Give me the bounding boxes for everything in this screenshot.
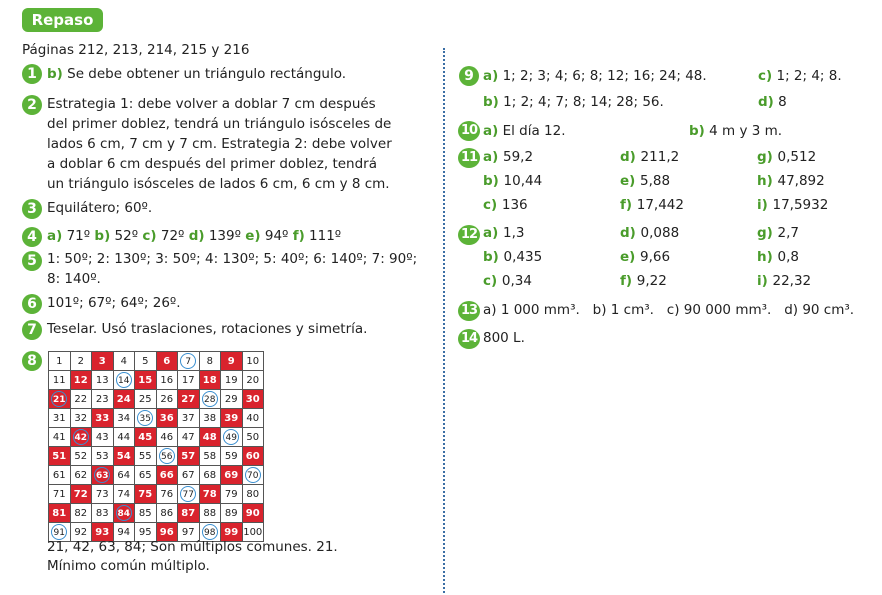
hundred-cell: 53 <box>92 447 114 466</box>
hundred-cell: 14 <box>113 371 135 390</box>
hundred-cell: 3 <box>92 352 114 371</box>
answer-2: Estrategia 1: debe volver a doblar 7 cm después del primer doblez, tendrá un triángulo isósceles de lados 6 cm, 7 cm y 7 cm. Estrategia 2: debe volver a doblar 6 cm después del primer doblez, tendrá un triángulo isósceles de lados 6 cm, 6 cm y 8 cm. <box>47 96 392 192</box>
hundred-cell: 1 <box>49 352 71 371</box>
answer-text: 111º <box>304 228 342 244</box>
hundred-cell: 65 <box>135 466 157 485</box>
answer-item <box>620 171 670 191</box>
hundred-cell: 6 <box>156 352 178 371</box>
hundred-cell: 67 <box>178 466 200 485</box>
section-badge: Repaso <box>22 8 103 32</box>
hundred-cell: 95 <box>135 523 157 542</box>
answer-text: 0,8 <box>777 249 799 265</box>
hundred-cell: 25 <box>135 390 157 409</box>
question-number-8: 8 <box>22 351 42 371</box>
answer-text: 1,3 <box>502 225 525 241</box>
answer-letter: c) <box>483 197 502 213</box>
answer-9b <box>483 92 664 112</box>
answer-letter: a) <box>483 225 503 241</box>
answer-text: 17,442 <box>636 197 684 213</box>
answer-text: 94º <box>260 228 293 244</box>
answer-letter: c) <box>758 68 773 84</box>
answer-text: 0,435 <box>503 249 543 265</box>
answer-text: 52º <box>110 228 143 244</box>
hundred-cell: 22 <box>70 390 92 409</box>
hundred-cell: 27 <box>178 390 200 409</box>
hundred-cell: 83 <box>92 504 114 523</box>
hundred-cell: 51 <box>49 447 71 466</box>
hundred-cell: 96 <box>156 523 178 542</box>
hundred-cell: 52 <box>70 447 92 466</box>
answer-text: 8 <box>778 94 787 110</box>
hundred-cell: 58 <box>199 447 221 466</box>
answer-5: 1: 50º; 2: 130º; 3: 50º; 4: 130º; 5: 40º; 6: 140º; 7: 90º; 8: 140º. <box>47 251 418 287</box>
answer-text: 1; 2; 4; 7; 8; 14; 28; 56. <box>503 94 664 110</box>
answer-item <box>620 271 667 291</box>
hundred-cell: 59 <box>221 447 243 466</box>
answer-text: 71º <box>62 228 95 244</box>
answer-text: 136 <box>501 197 528 213</box>
question-number-9: 9 <box>459 66 479 86</box>
answer-text: 211,2 <box>640 149 680 165</box>
answer-8-line1: 21, 42, 63, 84; Son múltiplos comunes. 21. <box>47 539 338 555</box>
hundred-cell: 70 <box>242 466 264 485</box>
hundred-cell: 86 <box>156 504 178 523</box>
hundred-cell: 81 <box>49 504 71 523</box>
answer-letter: g) <box>757 149 778 165</box>
answer-item <box>483 195 528 215</box>
question-number-5: 5 <box>22 251 42 271</box>
hundred-cell: 20 <box>242 371 264 390</box>
answer-letter: a) <box>483 149 503 165</box>
answer-text: 0,088 <box>640 225 680 241</box>
hundred-cell: 23 <box>92 390 114 409</box>
hundred-cell: 50 <box>242 428 264 447</box>
hundred-cell: 8 <box>199 352 221 371</box>
hundred-cell: 5 <box>135 352 157 371</box>
answer-1 <box>47 64 346 84</box>
hundred-cell: 89 <box>221 504 243 523</box>
answer-letter: e) <box>620 173 641 189</box>
hundred-cell: 42 <box>70 428 92 447</box>
answer-text: 72º <box>156 228 189 244</box>
answer-text: 9,22 <box>636 273 667 289</box>
hundred-cell: 92 <box>70 523 92 542</box>
hundred-cell: 71 <box>49 485 71 504</box>
answer-item <box>757 147 816 167</box>
hundred-cell: 69 <box>221 466 243 485</box>
hundred-cell: 88 <box>199 504 221 523</box>
question-number-10: 10 <box>458 121 480 141</box>
answer-text: 0,34 <box>501 273 532 289</box>
answer-item <box>757 223 799 243</box>
hundred-cell: 37 <box>178 409 200 428</box>
question-number-1: 1 <box>22 64 42 84</box>
answer-text: 2,7 <box>777 225 800 241</box>
answer-7: Teselar. Usó traslaciones, rotaciones y simetría. <box>47 321 368 337</box>
answer-letter: b) <box>94 228 111 244</box>
hundred-cell: 7 <box>178 352 200 371</box>
answer-9d <box>758 92 787 112</box>
answer-item <box>620 195 684 215</box>
answer-letter: f) <box>620 197 637 213</box>
answer-item <box>757 271 811 291</box>
hundred-cell: 55 <box>135 447 157 466</box>
hundred-cell: 35 <box>135 409 157 428</box>
hundred-cell: 41 <box>49 428 71 447</box>
answer-14: 800 L. <box>483 330 525 346</box>
answer-text: 22,32 <box>772 273 812 289</box>
hundred-cell: 100 <box>242 523 264 542</box>
answer-letter: c) <box>142 228 157 244</box>
hundred-cell: 62 <box>70 466 92 485</box>
answer-text: El día 12. <box>502 123 566 139</box>
hundred-cell: 76 <box>156 485 178 504</box>
question-number-14: 14 <box>458 329 480 349</box>
hundred-cell: 68 <box>199 466 221 485</box>
hundred-cell: 73 <box>92 485 114 504</box>
answer-letter: a) <box>483 68 499 84</box>
hundred-cell: 12 <box>70 371 92 390</box>
hundred-cell: 61 <box>49 466 71 485</box>
hundred-cell: 54 <box>113 447 135 466</box>
answer-letter: f) <box>292 228 305 244</box>
answer-item <box>483 271 532 291</box>
answer-letter: b) <box>483 249 504 265</box>
question-number-7: 7 <box>22 320 42 340</box>
hundred-cell: 40 <box>242 409 264 428</box>
hundred-cell: 60 <box>242 447 264 466</box>
hundred-cell: 30 <box>242 390 264 409</box>
hundred-cell: 94 <box>113 523 135 542</box>
hundred-cell: 9 <box>221 352 243 371</box>
answer-letter: i) <box>757 273 773 289</box>
answer-item <box>483 247 542 267</box>
hundred-cell: 28 <box>199 390 221 409</box>
hundred-cell: 39 <box>221 409 243 428</box>
answer-item <box>483 147 533 167</box>
answer-6: 101º; 67º; 64º; 26º. <box>47 295 181 311</box>
hundred-cell: 47 <box>178 428 200 447</box>
hundred-cell: 66 <box>156 466 178 485</box>
hundred-cell: 18 <box>199 371 221 390</box>
hundred-cell: 63 <box>92 466 114 485</box>
answer-letter: h) <box>757 173 778 189</box>
hundred-cell: 64 <box>113 466 135 485</box>
answer-9a <box>483 66 707 86</box>
answer-letter: e) <box>245 228 261 244</box>
hundred-cell: 26 <box>156 390 178 409</box>
hundred-cell: 17 <box>178 371 200 390</box>
hundred-cell: 80 <box>242 485 264 504</box>
answer-text: 5,88 <box>640 173 671 189</box>
hundred-cell: 33 <box>92 409 114 428</box>
answer-letter: a) <box>47 228 63 244</box>
answer-text: 1; 2; 4; 8. <box>776 68 842 84</box>
hundred-cell: 15 <box>135 371 157 390</box>
answer-letter: d) <box>188 228 205 244</box>
answer-text: 4 m y 3 m. <box>709 123 783 139</box>
answer-text: 0,512 <box>777 149 817 165</box>
answer-4 <box>47 226 341 246</box>
hundred-cell: 93 <box>92 523 114 542</box>
answer-letter: f) <box>620 273 637 289</box>
hundred-cell: 85 <box>135 504 157 523</box>
answer-text: 47,892 <box>777 173 825 189</box>
answer-item <box>757 247 799 267</box>
hundred-cell: 11 <box>49 371 71 390</box>
hundred-cell: 99 <box>221 523 243 542</box>
question-number-2: 2 <box>22 95 42 115</box>
hundred-cell: 21 <box>49 390 71 409</box>
column-divider <box>443 48 445 593</box>
question-number-6: 6 <box>22 294 42 314</box>
answer-item <box>757 195 828 215</box>
question-number-4: 4 <box>22 227 42 247</box>
answer-letter: b) <box>689 123 705 139</box>
hundred-cell: 49 <box>221 428 243 447</box>
answer-item <box>620 147 679 167</box>
answer-10b <box>689 121 782 141</box>
hundred-cell: 10 <box>242 352 264 371</box>
answer-9c <box>758 66 842 86</box>
answer-item <box>483 171 542 191</box>
hundred-cell: 74 <box>113 485 135 504</box>
hundred-cell: 79 <box>221 485 243 504</box>
hundred-cell: 36 <box>156 409 178 428</box>
answer-text: 17,5932 <box>772 197 829 213</box>
answer-letter: e) <box>620 249 641 265</box>
hundred-cell: 87 <box>178 504 200 523</box>
hundred-cell: 43 <box>92 428 114 447</box>
hundred-cell: 32 <box>70 409 92 428</box>
answer-text: 1; 2; 3; 4; 6; 8; 12; 16; 24; 48. <box>502 68 707 84</box>
hundred-cell: 90 <box>242 504 264 523</box>
answer-letter: c) <box>483 273 502 289</box>
hundred-cell: 75 <box>135 485 157 504</box>
answer-letter: b) <box>483 94 499 110</box>
hundred-cell: 97 <box>178 523 200 542</box>
answer-letter: d) <box>620 149 641 165</box>
hundred-cell: 48 <box>199 428 221 447</box>
answer-text: Se debe obtener un triángulo rectángulo. <box>67 66 347 82</box>
answer-text: 9,66 <box>640 249 671 265</box>
answer-item <box>757 171 825 191</box>
hundred-cell: 57 <box>178 447 200 466</box>
hundred-cell: 34 <box>113 409 135 428</box>
answer-letter: h) <box>757 249 778 265</box>
answer-item <box>483 223 524 243</box>
answer-8-line2: Mínimo común múltiplo. <box>47 558 210 574</box>
answer-text: 10,44 <box>503 173 543 189</box>
question-number-3: 3 <box>22 199 42 219</box>
hundred-cell: 4 <box>113 352 135 371</box>
answer-letter: g) <box>757 225 778 241</box>
hundred-cell: 77 <box>178 485 200 504</box>
hundred-cell: 45 <box>135 428 157 447</box>
hundred-cell: 44 <box>113 428 135 447</box>
answer-letter: d) <box>620 225 641 241</box>
hundred-cell: 82 <box>70 504 92 523</box>
hundred-cell: 16 <box>156 371 178 390</box>
answer-item <box>620 223 679 243</box>
hundred-cell: 46 <box>156 428 178 447</box>
answer-letter: d) <box>758 94 774 110</box>
hundred-cell: 2 <box>70 352 92 371</box>
answer-letter: a) <box>483 123 499 139</box>
hundred-cell: 56 <box>156 447 178 466</box>
hundred-cell: 72 <box>70 485 92 504</box>
answer-letter: b) <box>483 173 504 189</box>
question-number-11: 11 <box>458 148 480 168</box>
answer-letter: i) <box>757 197 773 213</box>
question-number-13: 13 <box>458 301 480 321</box>
answer-10a <box>483 121 566 141</box>
hundred-cell: 29 <box>221 390 243 409</box>
hundred-cell: 38 <box>199 409 221 428</box>
answer-text: 139º <box>204 228 246 244</box>
pages-heading: Páginas 212, 213, 214, 215 y 216 <box>22 42 250 58</box>
hundred-cell: 78 <box>199 485 221 504</box>
hundred-cell: 19 <box>221 371 243 390</box>
hundred-cell: 84 <box>113 504 135 523</box>
hundred-cell: 98 <box>199 523 221 542</box>
question-number-12: 12 <box>458 225 480 245</box>
answer-13: a) 1 000 mm³. b) 1 cm³. c) 90 000 mm³. d) 90 cm³. <box>483 302 855 318</box>
hundred-chart <box>48 351 264 542</box>
answer-text: 59,2 <box>502 149 534 165</box>
hundred-cell: 24 <box>113 390 135 409</box>
hundred-cell: 91 <box>49 523 71 542</box>
hundred-cell: 13 <box>92 371 114 390</box>
answer-letter: b) <box>47 66 63 82</box>
hundred-cell: 31 <box>49 409 71 428</box>
answer-item <box>620 247 670 267</box>
answer-3: Equilátero; 60º. <box>47 200 153 216</box>
